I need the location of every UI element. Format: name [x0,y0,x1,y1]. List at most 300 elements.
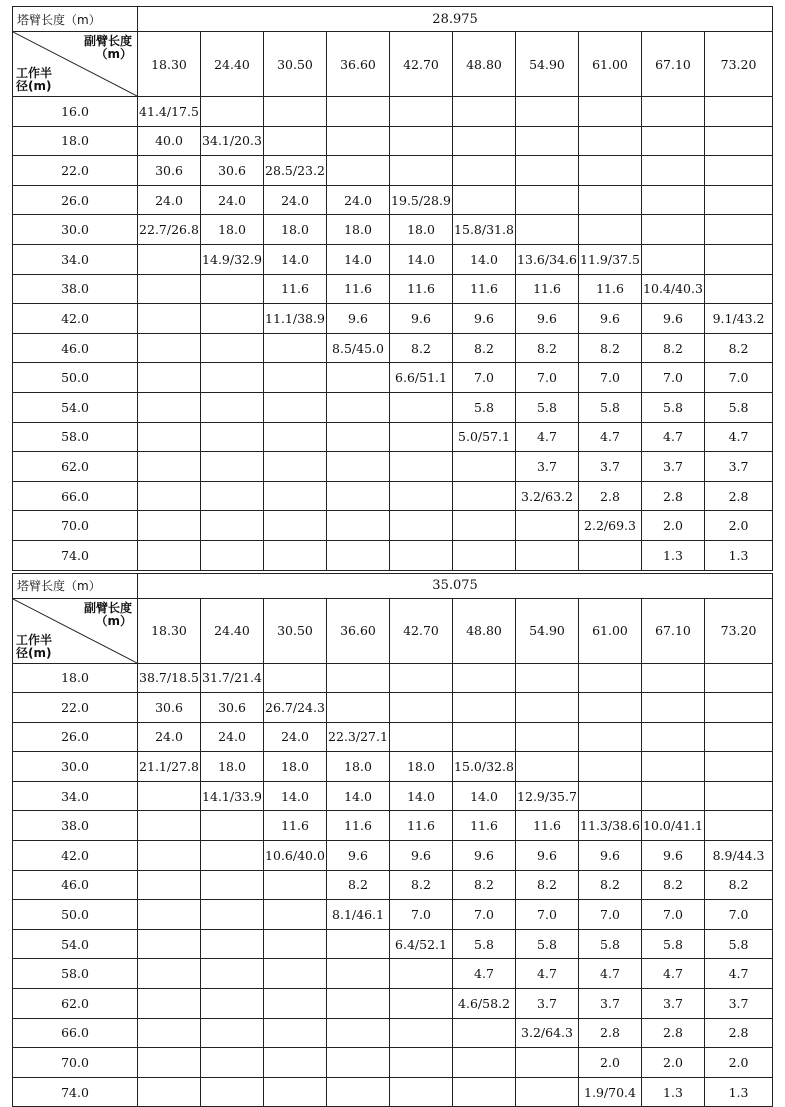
load-value-cell: 18.0 [201,752,264,782]
load-value-cell [327,363,390,393]
working-radius-cell: 62.0 [13,989,138,1019]
load-value-cell [705,781,773,811]
load-value-cell: 28.5/23.2 [264,156,327,186]
load-value-cell: 22.7/26.8 [138,215,201,245]
load-value-cell [453,126,516,156]
load-value-cell [138,1048,201,1078]
load-value-cell [390,540,453,570]
load-value-cell: 8.2 [705,870,773,900]
load-value-cell [390,693,453,723]
load-value-cell: 30.6 [201,156,264,186]
load-value-cell [264,663,327,693]
load-value-cell [579,540,642,570]
load-value-cell: 2.0 [705,1048,773,1078]
load-value-cell [390,1077,453,1107]
load-value-cell: 9.1/43.2 [705,304,773,334]
load-value-cell [642,693,705,723]
load-value-cell [705,126,773,156]
load-value-cell [138,929,201,959]
load-value-cell: 15.0/32.8 [453,752,516,782]
table-row [13,126,773,156]
jib-length-header: 48.80 [453,32,516,97]
load-value-cell: 7.0 [453,900,516,930]
load-tables [12,6,772,1107]
load-value-cell: 8.2 [453,870,516,900]
jib-length-header: 30.50 [264,598,327,663]
working-radius-cell: 30.0 [13,215,138,245]
load-value-cell [264,959,327,989]
load-value-cell [390,959,453,989]
load-value-cell: 5.8 [579,929,642,959]
load-value-cell: 3.7 [579,452,642,482]
load-value-cell: 12.9/35.7 [516,781,579,811]
load-value-cell [201,1077,264,1107]
load-value-cell [705,244,773,274]
load-value-cell: 6.4/52.1 [390,929,453,959]
load-value-cell: 8.5/45.0 [327,333,390,363]
load-value-cell: 31.7/21.4 [201,663,264,693]
load-value-cell: 5.0/57.1 [453,422,516,452]
table-row [13,663,773,693]
load-value-cell [201,929,264,959]
load-value-cell [264,900,327,930]
load-value-cell [453,722,516,752]
load-value-cell: 8.2 [390,333,453,363]
load-value-cell: 18.0 [327,215,390,245]
load-value-cell [138,870,201,900]
table-row [13,1077,773,1107]
load-value-cell: 14.0 [453,244,516,274]
load-value-cell: 9.6 [642,841,705,871]
jib-length-header: 67.10 [642,598,705,663]
load-value-cell: 3.7 [579,989,642,1019]
load-value-cell: 14.0 [390,244,453,274]
working-radius-cell: 26.0 [13,185,138,215]
load-value-cell: 4.7 [579,959,642,989]
load-value-cell [705,693,773,723]
load-value-cell [516,663,579,693]
load-value-cell [201,511,264,541]
working-radius-cell: 50.0 [13,363,138,393]
load-value-cell: 24.0 [201,185,264,215]
diagonal-header-cell [13,598,138,663]
load-value-cell: 5.8 [642,392,705,422]
load-value-cell [327,1077,390,1107]
load-value-cell: 24.0 [264,722,327,752]
load-value-cell [327,511,390,541]
load-value-cell: 3.2/63.2 [516,481,579,511]
load-value-cell [705,811,773,841]
jib-length-header: 73.20 [705,32,773,97]
load-value-cell [138,811,201,841]
load-value-cell: 11.6 [264,811,327,841]
load-value-cell: 2.0 [642,511,705,541]
load-value-cell: 1.9/70.4 [579,1077,642,1107]
working-radius-cell: 46.0 [13,333,138,363]
load-value-cell [516,97,579,127]
load-value-cell [390,1048,453,1078]
table-row [13,274,773,304]
table-row [13,540,773,570]
load-value-cell: 14.1/33.9 [201,781,264,811]
load-value-cell: 3.7 [516,989,579,1019]
load-value-cell: 5.8 [642,929,705,959]
load-value-cell: 9.6 [390,304,453,334]
load-value-cell [390,511,453,541]
load-value-cell: 8.1/46.1 [327,900,390,930]
load-value-cell: 38.7/18.5 [138,663,201,693]
load-value-cell [390,97,453,127]
working-radius-cell: 70.0 [13,1048,138,1078]
load-value-cell: 7.0 [579,900,642,930]
load-value-cell [516,1077,579,1107]
working-radius-cell: 74.0 [13,1077,138,1107]
load-value-cell: 14.0 [264,781,327,811]
load-value-cell [264,481,327,511]
load-value-cell [201,363,264,393]
load-value-cell [327,481,390,511]
load-value-cell [390,989,453,1019]
load-value-cell [327,156,390,186]
table-row [13,693,773,723]
working-radius-cell: 62.0 [13,452,138,482]
load-value-cell: 26.7/24.3 [264,693,327,723]
load-value-cell [453,452,516,482]
load-value-cell [390,1018,453,1048]
jib-length-header: 42.70 [390,32,453,97]
load-value-cell [453,511,516,541]
working-radius-cell: 18.0 [13,663,138,693]
working-radius-cell: 50.0 [13,900,138,930]
load-value-cell: 11.6 [579,274,642,304]
load-value-cell [390,156,453,186]
load-value-cell [201,540,264,570]
load-value-cell: 14.0 [264,244,327,274]
load-value-cell: 11.9/37.5 [579,244,642,274]
load-value-cell: 18.0 [264,752,327,782]
load-value-cell: 2.8 [579,1018,642,1048]
load-value-cell [138,363,201,393]
load-value-cell: 7.0 [705,900,773,930]
load-value-cell [516,185,579,215]
table-row [13,511,773,541]
load-value-cell [201,304,264,334]
load-value-cell: 9.6 [453,304,516,334]
load-value-cell: 7.0 [642,363,705,393]
table-row [13,156,773,186]
load-value-cell [201,989,264,1019]
load-value-cell [138,392,201,422]
load-value-cell: 7.0 [390,900,453,930]
load-value-cell [201,392,264,422]
load-value-cell [264,422,327,452]
working-radius-cell: 74.0 [13,540,138,570]
load-value-cell: 18.0 [390,752,453,782]
load-value-cell: 8.2 [390,870,453,900]
load-value-cell: 1.3 [705,1077,773,1107]
load-value-cell [264,1018,327,1048]
tower-length-row [13,573,773,598]
tower-length-row [13,7,773,32]
load-value-cell [327,422,390,452]
load-value-cell [201,452,264,482]
load-value-cell [642,663,705,693]
load-value-cell [579,215,642,245]
working-radius-cell: 66.0 [13,1018,138,1048]
load-value-cell [453,156,516,186]
load-value-cell [327,126,390,156]
load-value-cell [264,392,327,422]
tower-length-value: 28.975 [138,7,773,32]
load-value-cell: 30.6 [138,156,201,186]
load-value-cell: 2.2/69.3 [579,511,642,541]
load-value-cell [642,185,705,215]
load-value-cell: 18.0 [201,215,264,245]
load-value-cell: 8.2 [642,333,705,363]
load-value-cell: 11.6 [516,274,579,304]
working-radius-cell: 38.0 [13,811,138,841]
load-value-cell [264,870,327,900]
load-value-cell: 4.7 [516,422,579,452]
load-value-cell: 15.8/31.8 [453,215,516,245]
load-value-cell: 13.6/34.6 [516,244,579,274]
load-value-cell: 2.8 [705,481,773,511]
jib-length-header: 18.30 [138,32,201,97]
diagonal-header-cell [13,32,138,97]
working-radius-cell: 42.0 [13,841,138,871]
tower-length-label: 塔臂长度（m） [13,7,138,32]
load-value-cell [579,156,642,186]
load-value-cell [579,126,642,156]
load-value-cell [138,274,201,304]
load-value-cell: 8.2 [579,333,642,363]
load-value-cell [579,781,642,811]
table-row [13,333,773,363]
load-value-cell [642,97,705,127]
load-value-cell: 9.6 [579,304,642,334]
load-value-cell: 14.0 [453,781,516,811]
table-row [13,481,773,511]
table-row [13,1018,773,1048]
load-value-cell [264,540,327,570]
load-value-cell [138,540,201,570]
load-value-cell [138,1018,201,1048]
load-value-cell: 24.0 [264,185,327,215]
table-row [13,392,773,422]
working-radius-cell: 46.0 [13,870,138,900]
load-value-cell: 18.0 [327,752,390,782]
working-radius-cell: 34.0 [13,244,138,274]
load-value-cell: 11.6 [264,274,327,304]
load-value-cell: 4.7 [642,959,705,989]
load-value-cell [138,511,201,541]
load-value-cell: 2.8 [705,1018,773,1048]
load-value-cell: 2.0 [705,511,773,541]
load-value-cell [327,693,390,723]
load-value-cell [264,989,327,1019]
load-value-cell: 18.0 [264,215,327,245]
load-value-cell [327,989,390,1019]
load-value-cell [327,1048,390,1078]
load-value-cell [264,452,327,482]
jib-length-header: 18.30 [138,598,201,663]
load-value-cell: 24.0 [138,185,201,215]
table-row [13,959,773,989]
load-value-cell [138,481,201,511]
tower-length-label: 塔臂长度（m） [13,573,138,598]
load-value-cell [516,722,579,752]
load-value-cell [516,693,579,723]
load-value-cell [705,722,773,752]
load-table-block [12,6,772,571]
load-value-cell [201,333,264,363]
working-radius-cell: 54.0 [13,929,138,959]
table-row [13,452,773,482]
load-value-cell [642,126,705,156]
load-value-cell [390,422,453,452]
load-value-cell [201,811,264,841]
working-radius-cell: 70.0 [13,511,138,541]
working-radius-cell: 58.0 [13,959,138,989]
load-value-cell [138,1077,201,1107]
load-value-cell: 10.6/40.0 [264,841,327,871]
load-value-cell: 4.7 [453,959,516,989]
load-value-cell: 7.0 [705,363,773,393]
load-value-cell: 14.0 [327,244,390,274]
load-value-cell [390,663,453,693]
load-value-cell: 5.8 [516,392,579,422]
load-value-cell [516,1048,579,1078]
jib-length-header: 61.00 [579,598,642,663]
load-value-cell [138,452,201,482]
table-row [13,811,773,841]
load-value-cell: 3.7 [642,452,705,482]
load-value-cell [390,481,453,511]
load-value-cell: 1.3 [642,540,705,570]
load-value-cell: 9.6 [453,841,516,871]
jib-length-header: 42.70 [390,598,453,663]
load-value-cell [453,540,516,570]
load-value-cell: 22.3/27.1 [327,722,390,752]
load-value-cell [390,452,453,482]
load-value-cell [453,1018,516,1048]
working-radius-axis-label: 工作半径(m) [16,634,60,660]
jib-length-header-row [13,32,773,97]
load-value-cell [705,185,773,215]
load-value-cell [201,1048,264,1078]
load-value-cell [453,663,516,693]
jib-length-axis-label: 副臂长度 （m） [84,602,132,628]
working-radius-cell: 18.0 [13,126,138,156]
jib-length-header: 61.00 [579,32,642,97]
load-value-cell: 2.0 [579,1048,642,1078]
load-value-cell [138,959,201,989]
load-value-cell [264,1077,327,1107]
load-value-cell: 14.9/32.9 [201,244,264,274]
load-value-cell [201,959,264,989]
load-value-cell: 11.6 [453,811,516,841]
load-value-cell [453,481,516,511]
load-value-cell: 7.0 [453,363,516,393]
load-value-cell [264,126,327,156]
load-value-cell: 1.3 [642,1077,705,1107]
load-value-cell [264,929,327,959]
load-value-cell: 30.6 [201,693,264,723]
load-value-cell [516,126,579,156]
load-value-cell: 4.7 [642,422,705,452]
load-value-cell [264,1048,327,1078]
jib-length-header: 24.40 [201,598,264,663]
load-value-cell: 11.3/38.6 [579,811,642,841]
load-value-cell: 24.0 [201,722,264,752]
load-value-cell [579,693,642,723]
load-value-cell [579,752,642,782]
load-value-cell: 11.6 [390,811,453,841]
load-value-cell [201,870,264,900]
load-value-cell [516,540,579,570]
table-row [13,185,773,215]
load-value-cell: 11.6 [327,811,390,841]
jib-length-header: 24.40 [201,32,264,97]
load-value-cell: 34.1/20.3 [201,126,264,156]
table-row [13,422,773,452]
load-value-cell: 9.6 [327,841,390,871]
load-value-cell: 14.0 [390,781,453,811]
load-value-cell [138,900,201,930]
load-value-cell [264,333,327,363]
load-value-cell [516,215,579,245]
jib-length-header: 48.80 [453,598,516,663]
load-value-cell: 8.2 [705,333,773,363]
working-radius-cell: 42.0 [13,304,138,334]
working-radius-cell: 38.0 [13,274,138,304]
load-value-cell: 8.2 [453,333,516,363]
load-value-cell: 24.0 [327,185,390,215]
table-row [13,722,773,752]
load-value-cell [201,97,264,127]
load-value-cell [705,663,773,693]
load-value-cell: 3.7 [705,452,773,482]
load-value-cell: 7.0 [516,363,579,393]
load-value-cell [327,929,390,959]
load-value-cell: 6.6/51.1 [390,363,453,393]
load-value-cell: 2.8 [642,481,705,511]
load-value-cell [516,752,579,782]
working-radius-cell: 22.0 [13,156,138,186]
load-value-cell: 7.0 [642,900,705,930]
jib-length-header: 30.50 [264,32,327,97]
working-radius-cell: 16.0 [13,97,138,127]
load-value-cell [327,540,390,570]
tower-length-value: 35.075 [138,573,773,598]
load-value-cell [390,126,453,156]
load-value-cell: 11.6 [516,811,579,841]
load-value-cell [453,1048,516,1078]
table-row [13,781,773,811]
load-value-cell: 18.0 [390,215,453,245]
load-value-cell [138,989,201,1019]
load-value-cell [705,215,773,245]
load-value-cell [201,274,264,304]
load-value-cell [642,781,705,811]
load-value-cell [516,511,579,541]
load-value-cell [327,97,390,127]
load-value-cell: 19.5/28.9 [390,185,453,215]
load-value-cell [201,422,264,452]
load-value-cell: 14.0 [327,781,390,811]
load-value-cell: 5.8 [453,929,516,959]
jib-length-header: 36.60 [327,598,390,663]
